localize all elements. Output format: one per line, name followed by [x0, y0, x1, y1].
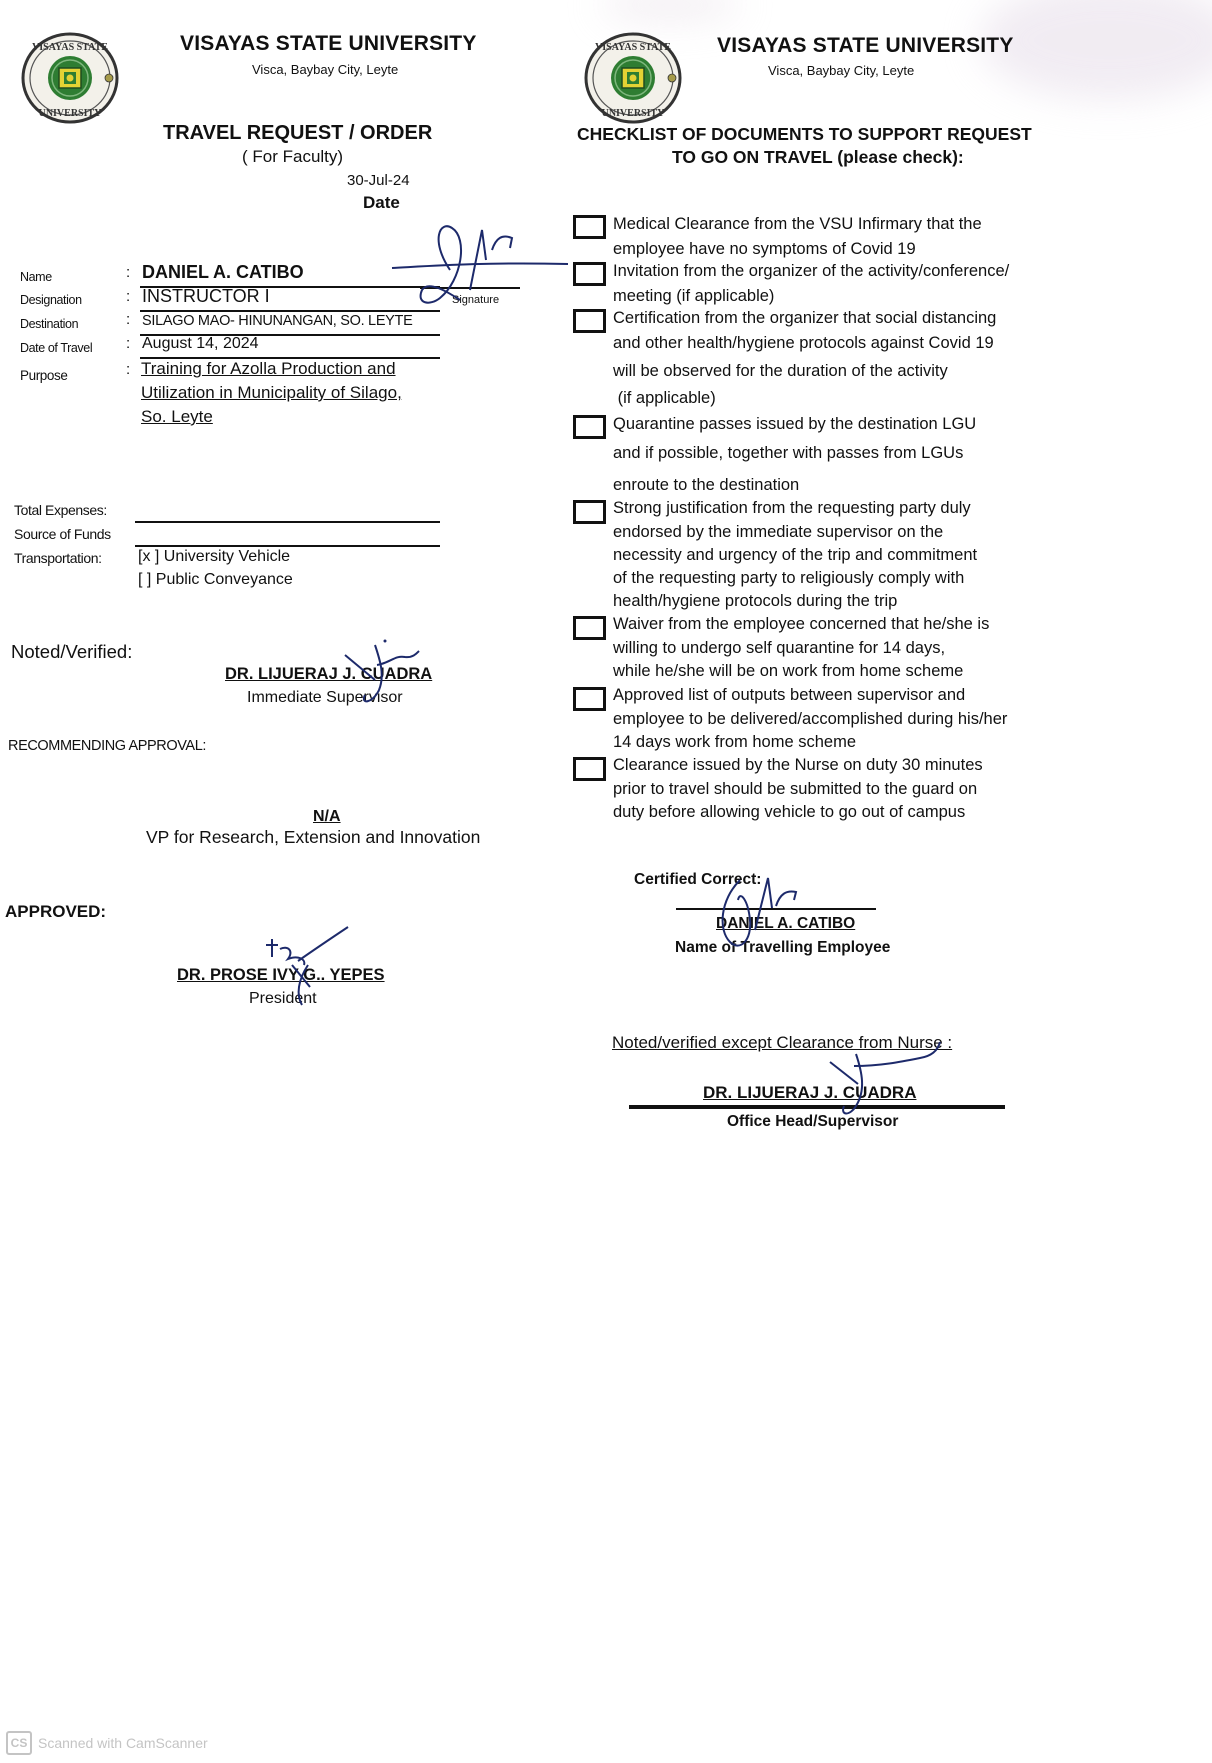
checklist-checkbox[interactable]	[573, 262, 606, 286]
scan-smudge	[600, 0, 740, 20]
svg-text:UNIVERSITY: UNIVERSITY	[38, 108, 102, 119]
university-address: Visca, Baybay City, Leyte	[252, 62, 399, 77]
form-subtitle: ( For Faculty)	[242, 147, 344, 166]
university-address: Visca, Baybay City, Leyte	[768, 63, 915, 78]
immediate-supervisor-name: DR. LIJUERAJ J. CUADRA	[225, 665, 433, 683]
designation-underline	[140, 310, 440, 312]
office-head-name: DR. LIJUERAJ J. CUADRA	[703, 1083, 917, 1102]
president-name: DR. PROSE IVY G.. YEPES	[177, 966, 385, 984]
checklist-checkbox[interactable]	[573, 616, 606, 640]
checklist-item-text: employee have no symptoms of Covid 19	[613, 240, 916, 258]
noted-except-label: Noted/verified except Clearance from Nurse :	[612, 1033, 953, 1052]
checklist-item-text: Invitation from the organizer of the activity/conference/	[613, 262, 1010, 280]
checklist-checkbox[interactable]	[573, 687, 606, 711]
checklist-item-text: health/hygiene protocols during the trip	[613, 592, 898, 610]
checklist-checkbox[interactable]	[573, 757, 606, 781]
certified-signature-line	[676, 908, 876, 910]
camscanner-text: Scanned with CamScanner	[38, 1735, 208, 1751]
purpose-label: Purpose	[20, 368, 68, 383]
certified-correct-label: Certified Correct:	[634, 871, 762, 888]
colon: :	[126, 288, 131, 305]
source-of-funds-field[interactable]	[135, 524, 440, 544]
source-of-funds-underline	[135, 545, 440, 547]
checklist-item-text: enroute to the destination	[613, 476, 800, 494]
total-expenses-label: Total Expenses:	[14, 502, 107, 518]
vsu-seal-icon	[20, 30, 120, 126]
travelling-employee-title: Name of Travelling Employee	[675, 939, 891, 956]
university-name: VISAYAS STATE UNIVERSITY	[180, 32, 477, 55]
checklist-item-text: Waiver from the employee concerned that he/she is	[613, 615, 990, 633]
svg-text:VISAYAS STATE: VISAYAS STATE	[32, 42, 108, 53]
transport-checkbox-mark[interactable]: [ ]	[138, 571, 152, 588]
checklist-item-text: meeting (if applicable)	[613, 287, 775, 305]
name-label: Name	[20, 270, 52, 284]
signature-label: Signature	[452, 294, 500, 306]
checklist-item-text: necessity and urgency of the trip and commitment	[613, 546, 978, 564]
date-of-travel-label: Date of Travel	[20, 341, 93, 355]
designation-label: Designation	[20, 293, 82, 307]
form-title: TRAVEL REQUEST / ORDER	[163, 122, 433, 144]
checklist-item-text: willing to undergo self quarantine for 14 days,	[613, 639, 946, 657]
checklist-item-text: (if applicable)	[613, 389, 716, 407]
camscanner-icon: CS	[6, 1731, 32, 1755]
transport-option-label: University Vehicle	[163, 548, 291, 565]
colon: :	[126, 311, 131, 328]
colon: :	[126, 335, 131, 352]
checklist-item-text: while he/she will be on work from home scheme	[613, 662, 964, 680]
checklist-item-text: 14 days work from home scheme	[613, 733, 857, 751]
colon: :	[126, 361, 131, 378]
checklist-item-text: will be observed for the duration of the activity	[613, 362, 948, 380]
checklist-item-text: Approved list of outputs between supervisor and	[613, 686, 966, 704]
office-head-title: Office Head/Supervisor	[727, 1113, 899, 1130]
total-expenses-underline	[135, 521, 440, 523]
transportation-label: Transportation:	[14, 550, 102, 566]
noted-verified-label: Noted/Verified:	[11, 641, 133, 662]
checklist-item-text: endorsed by the immediate supervisor on the	[613, 523, 944, 541]
checklist-item-text: Clearance issued by the Nurse on duty 30 minutes	[613, 756, 983, 774]
office-head-signature-line	[629, 1105, 1005, 1109]
checklist-item-text: duty before allowing vehicle to go out of campus	[613, 803, 966, 821]
university-name: VISAYAS STATE UNIVERSITY	[717, 34, 1014, 57]
checklist-item-text: and other health/hygiene protocols against Covid 19	[613, 334, 994, 352]
checklist-item-text: of the requesting party to religiously comply with	[613, 569, 965, 587]
date-of-travel-value[interactable]: August 14, 2024	[142, 335, 259, 352]
destination-label: Destination	[20, 317, 79, 331]
checklist-title-line-2: TO GO ON TRAVEL (please check):	[672, 147, 964, 167]
recommending-approval-label: RECOMMENDING APPROVAL:	[8, 738, 206, 754]
transport-checkbox-mark[interactable]: [x ]	[138, 548, 160, 565]
source-of-funds-label: Source of Funds	[14, 526, 111, 542]
svg-text:VISAYAS STATE: VISAYAS STATE	[595, 42, 671, 53]
checklist-item-text: Strong justification from the requesting party duly	[613, 499, 971, 517]
checklist-checkbox[interactable]	[573, 309, 606, 333]
checklist-item-text: and if possible, together with passes from LGUs	[613, 444, 964, 462]
date-label: Date	[363, 193, 400, 212]
vsu-seal-icon	[582, 30, 684, 126]
signature-line	[420, 287, 520, 289]
vp-title: VP for Research, Extension and Innovation	[146, 827, 481, 847]
checklist-item-text: employee to be delivered/accomplished during his/her	[613, 710, 1008, 728]
vp-name: N/A	[313, 808, 341, 825]
checklist-item-text: Quarantine passes issued by the destination LGU	[613, 415, 977, 433]
checklist-checkbox[interactable]	[573, 215, 606, 239]
checklist-item-text: Medical Clearance from the VSU Infirmary that the	[613, 215, 982, 233]
transport-option-public-conveyance[interactable]	[138, 571, 293, 589]
designation-value[interactable]: INSTRUCTOR I	[142, 286, 270, 306]
checklist-item-text: prior to travel should be submitted to the guard on	[613, 780, 978, 798]
total-expenses-field[interactable]	[135, 500, 440, 520]
purpose-line-2[interactable]: Utilization in Municipality of Silago,	[141, 383, 402, 402]
president-title: President	[249, 990, 317, 1007]
checklist-checkbox[interactable]	[573, 415, 606, 439]
immediate-supervisor-title: Immediate Supervisor	[247, 689, 403, 706]
name-value[interactable]: DANIEL A. CATIBO	[142, 262, 304, 282]
transport-option-label: Public Conveyance	[155, 571, 293, 588]
approved-label: APPROVED:	[5, 902, 107, 921]
colon: :	[126, 264, 131, 281]
checklist-item-text: Certification from the organizer that social distancing	[613, 309, 997, 327]
travelling-employee-name: DANIEL A. CATIBO	[716, 915, 856, 932]
checklist-title-line-1: CHECKLIST OF DOCUMENTS TO SUPPORT REQUEST	[577, 124, 1032, 144]
purpose-line-1[interactable]: Training for Azolla Production and	[141, 359, 396, 378]
purpose-line-3[interactable]: So. Leyte	[141, 407, 213, 426]
destination-value[interactable]: SILAGO MAO- HINUNANGAN, SO. LEYTE	[142, 313, 413, 329]
scan-smudge	[980, 0, 1212, 100]
svg-text:UNIVERSITY: UNIVERSITY	[601, 108, 665, 119]
transport-option-university-vehicle[interactable]	[138, 548, 290, 566]
camscanner-watermark	[6, 1731, 208, 1755]
request-date: 30-Jul-24	[347, 172, 410, 189]
checklist-checkbox[interactable]	[573, 500, 606, 524]
